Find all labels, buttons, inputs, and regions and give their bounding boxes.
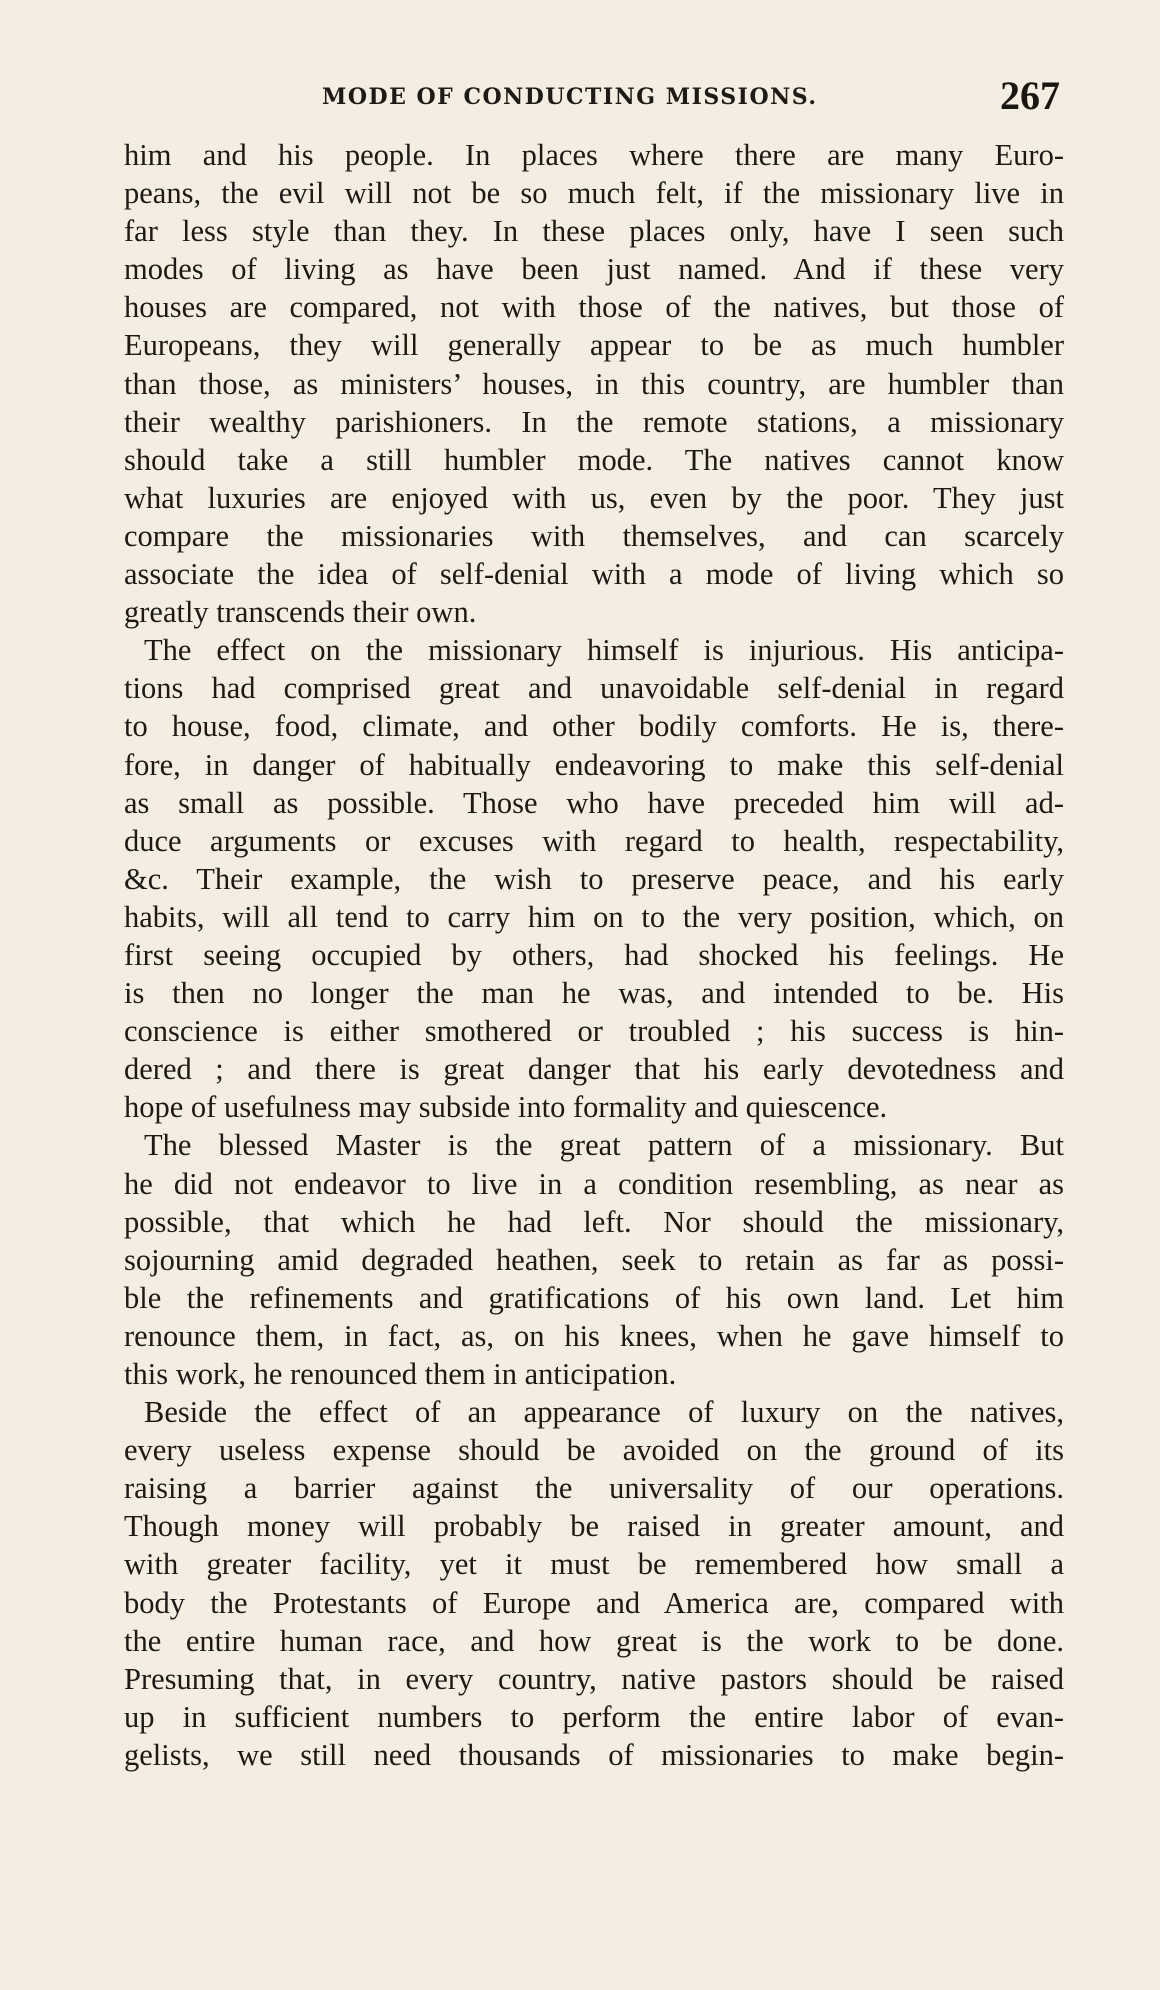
text-line: what luxuries are enjoyed with us, even by the poor. They just [124,480,1064,515]
text-line: possible, that which he had left. Nor should the missionary, [124,1204,1064,1239]
text-line: raising a barrier against the universality of our operations. [124,1471,1064,1506]
text-line: compare the missionaries with themselves, and can scarcely [124,518,1064,553]
text-line: the entire human race, and how great is the work to be done. [124,1623,1064,1658]
page-number: 267 [1000,73,1060,118]
text-line: with greater facility, yet it must be remembered how small a [124,1547,1064,1582]
text-line: habits, will all tend to carry him on to the very position, which, on [124,899,1064,934]
text-line: first seeing occupied by others, had shocked his feelings. He [124,937,1064,972]
text-line: Though money will probably be raised in greater amount, and [124,1509,1064,1544]
text-line: is then no longer the man he was, and intended to be. His [124,976,1064,1011]
text-line: sojourning amid degraded heathen, seek to retain as far as possi- [124,1242,1064,1277]
text-line: Beside the effect of an appearance of luxury on the natives, [144,1395,1064,1430]
text-line: &c. Their example, the wish to preserve peace, and his early [124,861,1064,896]
text-line: duce arguments or excuses with regard to health, respectability, [124,823,1064,858]
text-line: than those, as ministers’ houses, in this country, are humbler than [124,366,1064,401]
text-line: far less style than they. In these places only, have I seen such [124,214,1064,249]
text-line: this work, he renounced them in anticipation. [124,1357,677,1391]
text-line: hope of usefulness may subside into formality and quiescence. [124,1090,888,1125]
text-line: up in sufficient numbers to perform the entire labor of evan- [124,1699,1064,1734]
text-line: to house, food, climate, and other bodily comforts. He is, there- [124,709,1064,744]
text-line: greatly transcends their own. [124,595,477,630]
body-text [124,136,1064,1774]
text-line: renounce them, in fact, as, on his knees, when he gave himself to [124,1318,1064,1353]
text-line: peans, the evil will not be so much felt, if the missionary live in [124,176,1064,211]
text-line: associate the idea of self-denial with a mode of living which so [124,557,1064,592]
text-line: he did not endeavor to live in a condition resembling, as near as [124,1166,1064,1201]
text-line: dered ; and there is great danger that his early devotedness and [124,1052,1064,1087]
text-line: him and his people. In places where there are many Euro- [124,138,1064,172]
text-line: as small as possible. Those who have preceded him will ad- [124,785,1064,820]
text-line: should take a still humbler mode. The natives cannot know [124,442,1064,477]
text-line: Presuming that, in every country, native pastors should be raised [124,1661,1064,1696]
text-line: The blessed Master is the great pattern of a missionary. But [144,1128,1064,1163]
text-line: Europeans, they will generally appear to be as much humbler [124,328,1064,363]
text-line: their wealthy parishioners. In the remote stations, a missionary [124,404,1064,439]
text-line: tions had comprised great and unavoidable self-denial in regard [124,671,1064,706]
text-line: ble the refinements and gratifications of his own land. Let him [124,1280,1064,1315]
text-line: modes of living as have been just named. And if these very [124,252,1064,287]
text-line: houses are compared, not with those of the natives, but those of [124,290,1064,325]
text-line: body the Protestants of Europe and America are, compared with [124,1585,1064,1620]
text-line: fore, in danger of habitually endeavoring to make this self-denial [124,747,1064,782]
text-line: every useless expense should be avoided on the ground of its [124,1433,1064,1468]
running-title: MODE OF CONDUCTING MISSIONS. [322,84,818,110]
text-line: conscience is either smothered or troubled ; his success is hin- [124,1014,1064,1049]
running-head [0,72,1060,122]
text-line: The effect on the missionary himself is injurious. His anticipa- [144,633,1064,668]
text-line: gelists, we still need thousands of missionaries to make begin- [124,1737,1064,1772]
